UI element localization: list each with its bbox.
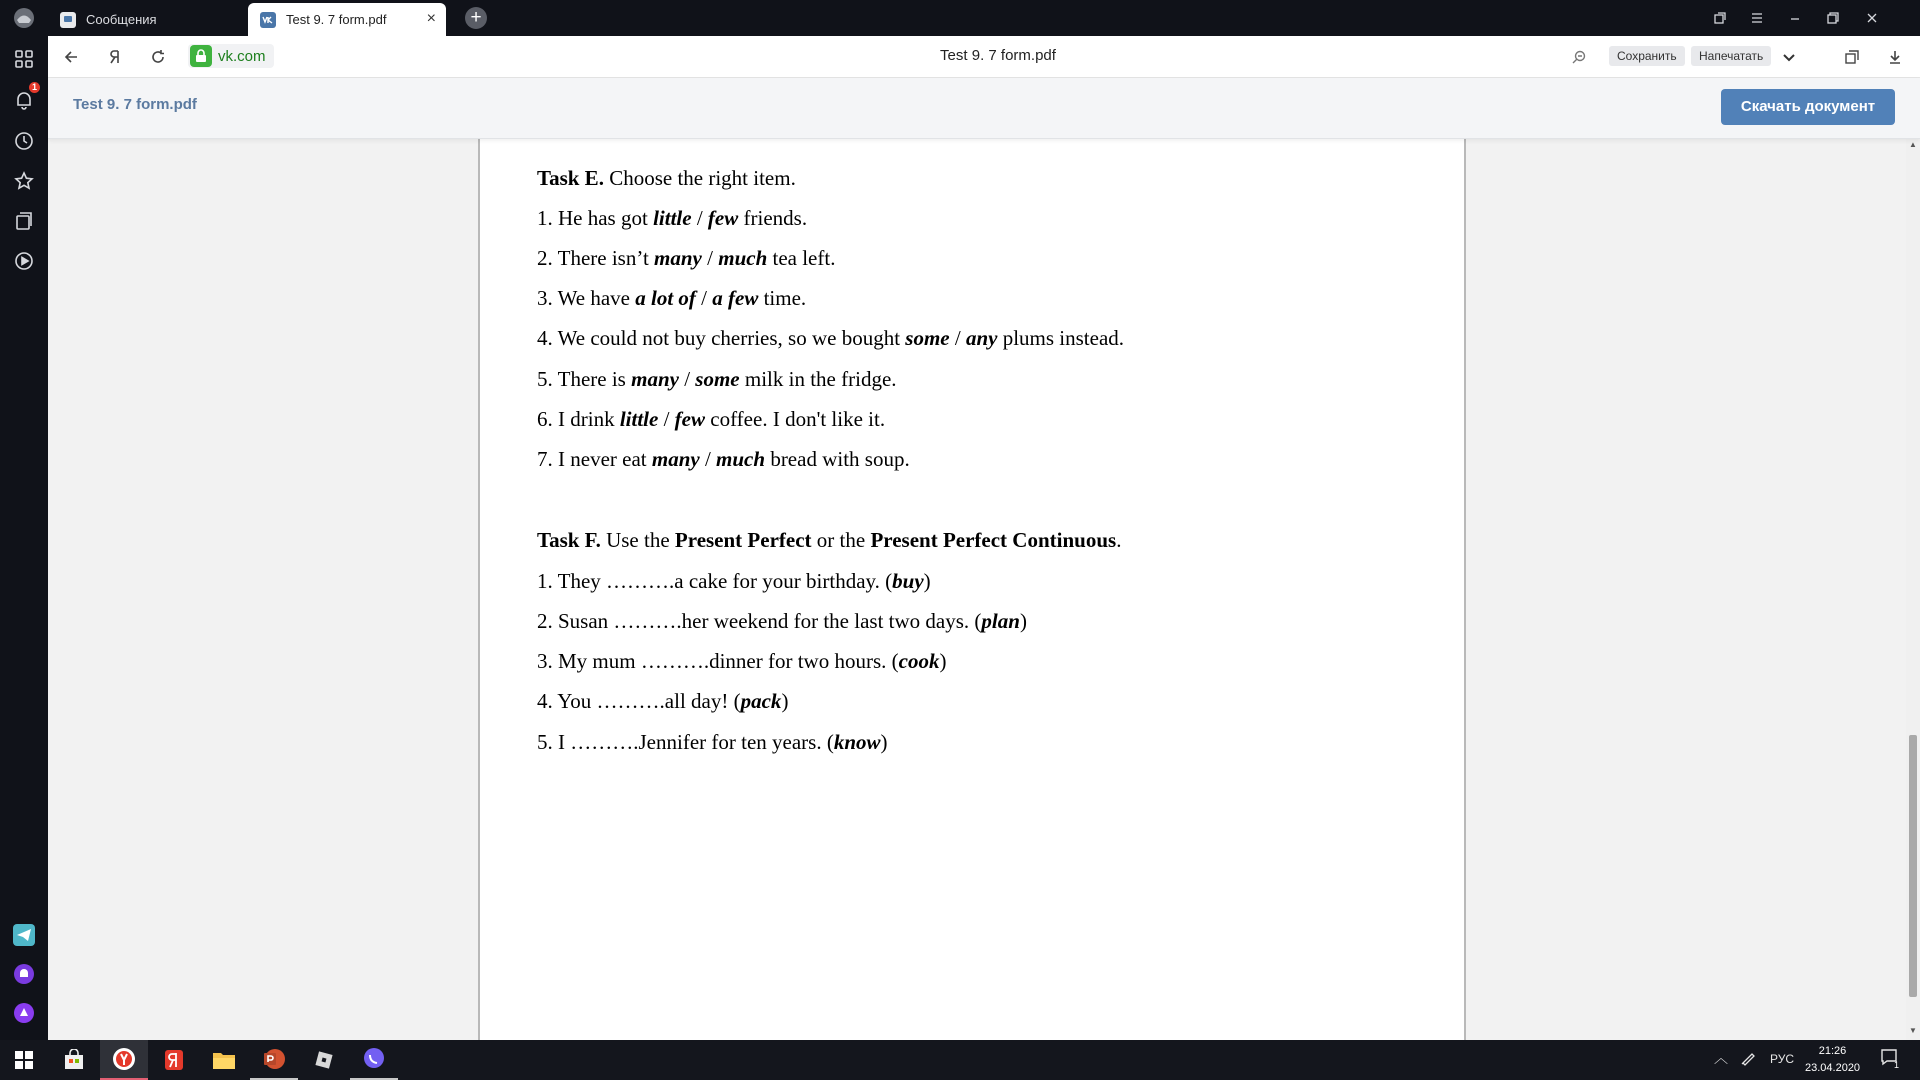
roblox-icon[interactable] [300,1040,348,1080]
scroll-up-arrow-icon[interactable]: ▲ [1909,140,1917,149]
alice-assistant-icon[interactable] [10,999,38,1027]
task-e-item: 4. We could not buy cherries, so we bought some / any plums instead. [537,326,1125,350]
pdf-page [478,138,1466,1040]
vk-logo-icon [260,12,276,28]
address-bar [48,36,1920,78]
task-e-item: 3. We have a lot of / a few time. [537,286,807,310]
tab-messages[interactable] [48,3,246,36]
notifications-bell-icon[interactable] [10,82,38,114]
telegram-app-icon[interactable] [10,921,38,949]
close-tab-icon[interactable]: × [426,10,436,27]
task-e-item: 5. There is many / some milk in the fridge. [537,367,897,391]
video-play-icon[interactable] [10,247,38,275]
scroll-down-arrow-icon[interactable]: ▼ [1909,1026,1917,1035]
task-f-item: 5. I ……….Jennifer for ten years. (know) [537,730,888,754]
downloads-icon[interactable] [1884,46,1906,68]
tab-bar [48,0,1920,36]
collections-icon[interactable] [10,207,38,235]
history-clock-icon[interactable] [10,127,38,155]
profile-avatar[interactable] [10,4,38,32]
zoom-search-icon[interactable] [1568,46,1590,68]
task-f-item: 2. Susan ……….her weekend for the last two days. (plan) [537,609,1027,633]
powerpoint-icon[interactable] [250,1040,298,1080]
clock-date: 23.04.2020 [1805,1062,1861,1074]
page-title: Test 9. 7 form.pdf [940,47,1056,64]
task-f-heading: Task F. Use the Present Perfect or the Present Perfect Continuous. [537,528,1122,552]
windows-start-icon[interactable] [0,1040,48,1080]
url-field[interactable] [188,44,274,68]
tab-manager-icon[interactable] [1708,6,1732,30]
download-document-button[interactable]: Скачать документ [1721,89,1895,125]
pdf-viewer[interactable] [48,138,1906,1040]
pen-input-icon[interactable] [1740,1050,1756,1069]
task-e-item: 7. I never eat many / much bread with soup. [537,447,910,471]
menu-icon[interactable] [1745,6,1769,30]
tray-expand-chevron-icon[interactable]: ︿ [1714,1050,1728,1066]
yandex-browser-taskbar-icon[interactable] [100,1040,148,1080]
viber-icon[interactable] [350,1040,398,1080]
bookmarks-star-icon[interactable] [10,167,38,195]
task-f-item: 1. They ……….a cake for your birthday. (buy) [537,569,931,593]
system-clock[interactable] [1805,1043,1860,1077]
new-tab-button[interactable]: + [465,7,487,29]
document-header [48,78,1920,139]
task-f-item: 3. My mum ……….dinner for two hours. (cook) [537,649,947,673]
vertical-scrollbar[interactable] [1906,138,1920,1040]
store-app-icon[interactable] [50,1040,98,1080]
close-window-icon[interactable] [1860,6,1884,30]
messages-icon [60,12,76,28]
yandex-logo-icon[interactable] [104,46,126,68]
print-button[interactable]: Напечатать [1691,46,1771,66]
messenger-app-icon[interactable] [10,960,38,988]
yandex-app-icon[interactable] [150,1040,198,1080]
task-e-item: 1. He has got little / few friends. [537,206,808,230]
tab-label: Test 9. 7 form.pdf [286,12,387,27]
browser-sidebar [0,0,48,1040]
file-explorer-icon[interactable] [200,1040,248,1080]
collections-add-icon[interactable] [1841,46,1863,68]
task-e-item: 6. I drink little / few coffee. I don't like it. [537,407,886,431]
language-indicator[interactable]: РУС [1770,1052,1795,1066]
lock-icon [190,45,212,67]
chevron-down-icon[interactable] [1778,46,1800,68]
tab-label: Сообщения [86,12,157,27]
scroll-thumb[interactable] [1909,735,1917,997]
restore-icon[interactable] [1821,6,1845,30]
tab-test-pdf[interactable] [248,3,446,36]
task-f-item: 4. You ……….all day! (pack) [537,689,789,713]
task-e-item: 2. There isn’t many / much tea left. [537,246,836,270]
minimize-icon[interactable] [1783,6,1807,30]
clock-time: 21:26 [1818,1045,1847,1057]
back-arrow-icon[interactable] [60,46,82,68]
document-name: Test 9. 7 form.pdf [73,96,197,113]
url-domain: vk.com [218,47,266,65]
notification-count: 1 [1894,1060,1900,1070]
reload-icon[interactable] [147,46,169,68]
windows-taskbar [0,1040,1920,1080]
task-e-heading: Task E. Choose the right item. [537,166,796,190]
services-grid-icon[interactable] [10,45,38,73]
save-button[interactable]: Сохранить [1609,46,1685,66]
notification-badge: 1 [29,82,40,93]
